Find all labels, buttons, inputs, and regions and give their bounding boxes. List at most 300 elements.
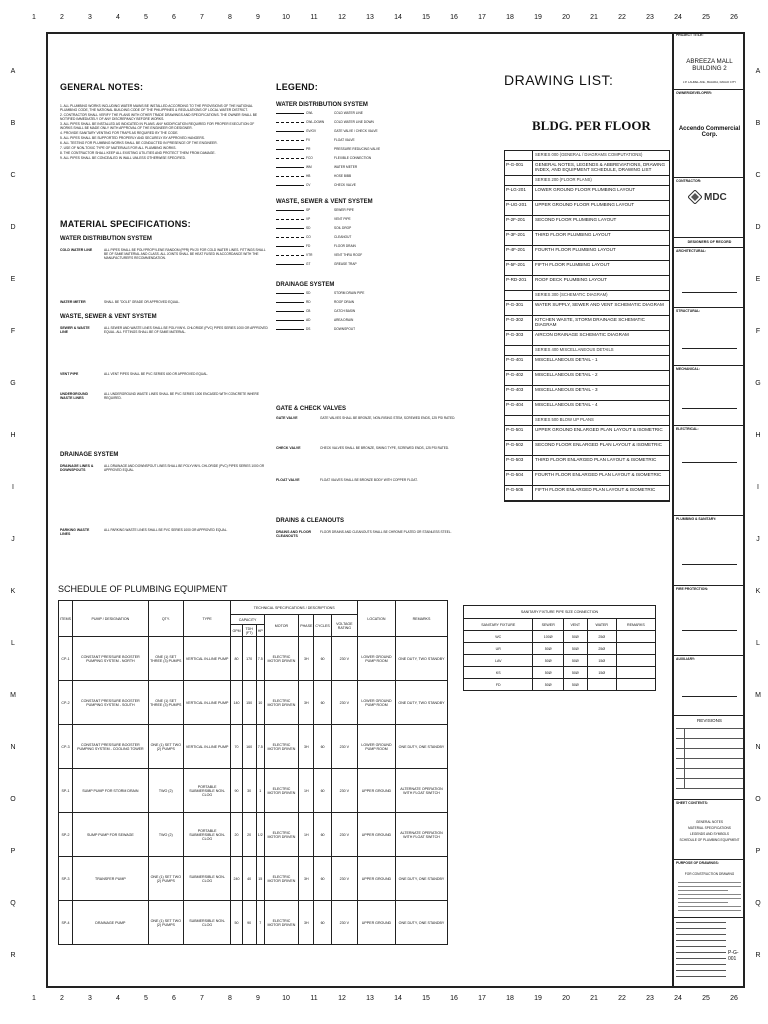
drawing-code: P-4F-201 bbox=[505, 246, 533, 260]
mdc-logo-icon bbox=[688, 190, 702, 204]
cell-voltage: 230 V bbox=[331, 857, 357, 901]
legend-symbol bbox=[276, 329, 304, 330]
sfp-cell: WC bbox=[464, 631, 533, 643]
ruler-row-label: M bbox=[10, 692, 16, 699]
drawing-code: P-G-505 bbox=[505, 486, 533, 500]
ruler-col-label: 13 bbox=[366, 995, 374, 1002]
table-row bbox=[59, 681, 448, 725]
sfp-cell: KS bbox=[464, 667, 533, 679]
drawing-name: FOURTH FLOOR ENLARGED PLAN LAYOUT & ISOMETRIC bbox=[535, 472, 662, 477]
ruler-col-label: 7 bbox=[200, 14, 204, 21]
ruler-col-label: 16 bbox=[450, 14, 458, 21]
legend-code: CWL bbox=[306, 111, 314, 115]
legend-desc: PRESSURE REDUCING VALVE bbox=[334, 147, 381, 151]
cell-remarks: ONE DUTY, ONE STANDBY bbox=[395, 901, 447, 945]
ruler-col-label: 26 bbox=[730, 14, 738, 21]
schedule-title: SCHEDULE OF PLUMBING EQUIPMENT bbox=[58, 584, 228, 594]
drawing-code bbox=[505, 346, 533, 355]
table-row bbox=[59, 637, 448, 681]
sfp-cell bbox=[587, 679, 616, 691]
ruler-col-label: 25 bbox=[702, 995, 710, 1002]
cell-qty: ONE (1) SET TWO (2) PUMPS bbox=[148, 857, 183, 901]
drawing-name: SERIES 400 MISCELLANEOUS DETAILS bbox=[535, 347, 614, 352]
water-dist-title: WATER DISTRIBUTION SYSTEM bbox=[60, 236, 152, 242]
legend-symbol bbox=[276, 228, 304, 229]
ruler-row-label: Q bbox=[755, 900, 761, 907]
sfp-cell: 50Ø bbox=[533, 667, 563, 679]
drawing-code: P-G-001 bbox=[505, 161, 533, 175]
info-line bbox=[676, 958, 726, 959]
sfp-cell: FD bbox=[464, 679, 533, 691]
legend-row bbox=[276, 129, 406, 135]
drawing-code: P-5F-201 bbox=[505, 261, 533, 275]
legend-row bbox=[276, 111, 406, 117]
project-name: ABREEZA MALL BUILDING 2 bbox=[686, 58, 733, 72]
sfp-cell: 50Ø bbox=[533, 643, 563, 655]
legend-desc: ROOF DRAIN bbox=[334, 300, 355, 304]
ruler-col-label: 1 bbox=[32, 14, 36, 21]
drawing-name: FIFTH FLOOR PLUMBING LAYOUT bbox=[535, 262, 610, 267]
ruler-col-label: 15 bbox=[422, 14, 430, 21]
legend-code: PR bbox=[306, 147, 311, 151]
th-motor: MOTOR bbox=[264, 615, 298, 637]
ruler-col-label: 4 bbox=[116, 995, 120, 1002]
ruler-row-label: L bbox=[11, 640, 15, 647]
table-row bbox=[464, 667, 656, 679]
info-line bbox=[676, 940, 726, 941]
legend-water-rows bbox=[276, 111, 416, 195]
table-row bbox=[59, 813, 448, 857]
cell-location: UPPER GROUND bbox=[357, 813, 395, 857]
info-line bbox=[676, 964, 726, 965]
legend-row bbox=[276, 318, 406, 324]
ruler-col-label: 11 bbox=[310, 995, 318, 1002]
legend-drainage-rows bbox=[276, 291, 416, 341]
cell-hp: 10 bbox=[256, 681, 264, 725]
ruler-col-label: 12 bbox=[338, 14, 346, 21]
cell-motor: ELECTRIC MOTOR DRIVEN bbox=[264, 769, 298, 813]
drawing-list-row bbox=[505, 356, 669, 371]
drawing-list-row bbox=[505, 276, 669, 291]
ruler-row-label: M bbox=[755, 692, 761, 699]
tb-structural: STRUCTURAL: bbox=[674, 308, 745, 366]
revision-line bbox=[676, 728, 743, 729]
cell-gpm: 240 bbox=[231, 857, 242, 901]
sheet-number: P-G-001 bbox=[728, 950, 739, 962]
info-line bbox=[676, 970, 726, 971]
general-notes-title: GENERAL NOTES: bbox=[60, 82, 144, 92]
title-block bbox=[672, 32, 745, 988]
sfp-cell: 15Ø bbox=[587, 667, 616, 679]
cell-phase: 3H bbox=[299, 725, 314, 769]
ruler-col-label: 7 bbox=[200, 995, 204, 1002]
cell-pump: SUMP PUMP FOR SEWAGE bbox=[72, 813, 148, 857]
cell-location: LOWER GROUND PUMP ROOM bbox=[357, 681, 395, 725]
drawing-list-title: DRAWING LIST: bbox=[504, 72, 614, 88]
drawing-code: P-G-503 bbox=[505, 456, 533, 470]
sfp-cell: 50Ø bbox=[563, 667, 587, 679]
ruler-row-label: F bbox=[10, 328, 16, 335]
cell-voltage: 230 V bbox=[331, 901, 357, 945]
drawing-list-row bbox=[505, 386, 669, 401]
legend-code: HB bbox=[306, 174, 311, 178]
legend-code: FCO bbox=[306, 156, 313, 160]
table-row bbox=[59, 725, 448, 769]
cell-pump: CONSTANT PRESSURE BOOSTER PUMPING SYSTEM - NORTH bbox=[72, 637, 148, 681]
ruler-row-label: I bbox=[757, 484, 759, 491]
sfp-cell: 50Ø bbox=[563, 631, 587, 643]
ruler-col-label: 21 bbox=[590, 995, 598, 1002]
tb-sheet-info bbox=[674, 918, 745, 986]
drawing-code: P-LG-201 bbox=[505, 186, 533, 200]
cell-tdh: 150 bbox=[242, 681, 256, 725]
ruler-row-label: K bbox=[10, 588, 16, 595]
table-row bbox=[464, 643, 656, 655]
drawing-list-row bbox=[505, 331, 669, 346]
info-line bbox=[676, 928, 726, 929]
legend-code: GV/GV bbox=[306, 129, 317, 133]
drawing-list-row bbox=[505, 201, 669, 216]
column-ruler-bottom bbox=[20, 995, 748, 1011]
legend-symbol bbox=[276, 219, 304, 220]
legend-desc: STORM DRAIN PIPE bbox=[334, 291, 365, 295]
ruler-col-label: 16 bbox=[450, 995, 458, 1002]
ruler-col-label: 15 bbox=[422, 995, 430, 1002]
legend-desc: SOIL DROP bbox=[334, 226, 352, 230]
revision-line bbox=[676, 758, 743, 759]
drawing-list-row bbox=[505, 231, 669, 246]
legend-water-title: WATER DISTRIBUTION SYSTEM bbox=[276, 102, 368, 108]
drawing-name: AIRCON DRAINAGE SCHEMATIC DIAGRAM bbox=[535, 332, 629, 337]
cell-gpm: 80 bbox=[231, 637, 242, 681]
th-type: TYPE bbox=[183, 601, 231, 637]
legend-drainage-title: DRAINAGE SYSTEM bbox=[276, 282, 335, 288]
ruler-col-label: 9 bbox=[256, 14, 260, 21]
drawing-list-table bbox=[504, 150, 670, 502]
legend-desc: GATE VALVE / CHECK VALVE bbox=[334, 129, 378, 133]
legend-row bbox=[276, 138, 406, 144]
cell-pump: CONSTANT PRESSURE BOOSTER PUMPING SYSTEM - COOLING TOWER bbox=[72, 725, 148, 769]
legend-row bbox=[276, 235, 406, 241]
sfp-cell: LAV bbox=[464, 655, 533, 667]
info-line bbox=[676, 946, 726, 947]
cell-cycles: 60 bbox=[314, 725, 331, 769]
tb-sheet-contents: SHEET CONTENTS: GENERAL NOTES MATERIAL SPECIFICATIONS LEGENDS AND SYMBOLS SCHEDULE OF PLUMBING EQUIPMENT bbox=[674, 800, 745, 860]
tb-designers: DESIGNERS OF RECORD bbox=[674, 238, 745, 248]
sfp-cell: 50Ø bbox=[563, 655, 587, 667]
sfp-cell bbox=[616, 643, 655, 655]
ruler-col-label: 8 bbox=[228, 995, 232, 1002]
legend-desc: FLOAT VALVE bbox=[334, 138, 355, 142]
cell-qty: ONE (1) SET THREE (3) PUMPS bbox=[148, 681, 183, 725]
drawing-list-row bbox=[505, 246, 669, 261]
ruler-col-label: 12 bbox=[338, 995, 346, 1002]
cell-motor: ELECTRIC MOTOR DRIVEN bbox=[264, 725, 298, 769]
legend-symbol bbox=[276, 255, 304, 256]
revision-divider bbox=[684, 728, 685, 788]
ruler-col-label: 22 bbox=[618, 14, 626, 21]
ruler-col-label: 19 bbox=[534, 14, 542, 21]
sfp-cell: 25Ø bbox=[587, 643, 616, 655]
drawing-list-row bbox=[505, 291, 669, 301]
ruler-row-label: R bbox=[10, 952, 16, 959]
sfp-cell bbox=[616, 631, 655, 643]
drawing-code: P-UG-201 bbox=[505, 201, 533, 215]
drawing-list-row bbox=[505, 441, 669, 456]
cell-hp: 1/2 bbox=[256, 813, 264, 857]
cell-gpm: 70 bbox=[231, 725, 242, 769]
spec-drainage: DRAINAGE LINES & DOWNSPOUTS ALL DRAINAGE AND DOWNSPOUT LINES SHALL BE POLYVINYL CHLORIDE (PVC) PIPES SERIES 1000 OR APPROVED EQUAL. bbox=[60, 464, 265, 472]
ruler-row-label: P bbox=[10, 848, 16, 855]
ruler-row-label: D bbox=[755, 224, 761, 231]
note-item: 3. ALL PIPES SHALL BE INSTALLED AS INDICATED IN PLANS. ANY MODIFICATION REQUIRED FOR PROPER EXECUTION OF WORKS SHALL BE MADE ONLY WITH APPROVAL OF THE ENGINEER OR DESIGNER. bbox=[60, 122, 255, 130]
revision-line bbox=[676, 788, 743, 789]
cell-remarks: ONE DUTY, ONE STANDBY bbox=[395, 725, 447, 769]
spec-parking-waste: PARKING WASTE LINES ALL PARKING WASTE LINES SHALL BE PVC SERIES 1000 OR APPROVED EQUAL. bbox=[60, 528, 228, 536]
legend-code: GT bbox=[306, 262, 311, 266]
drawing-name: THIRD FLOOR PLUMBING LAYOUT bbox=[535, 232, 611, 237]
legend-row bbox=[276, 300, 406, 306]
legend-waste-title: WASTE, SEWER & VENT SYSTEM bbox=[276, 199, 373, 205]
ruler-col-label: 13 bbox=[366, 14, 374, 21]
revision-line bbox=[676, 748, 743, 749]
drawing-name: WATER SUPPLY, SEWER AND VENT SCHEMATIC DIAGRAM bbox=[535, 302, 664, 307]
tb-fire: FIRE PROTECTION: bbox=[674, 586, 745, 656]
legend-row bbox=[276, 120, 406, 126]
ruler-row-label: J bbox=[756, 536, 760, 543]
cell-type: PORTABLE SUBMERSIBLE NON-CLOG bbox=[183, 813, 231, 857]
cell-type: PORTABLE SUBMERSIBLE NON-CLOG bbox=[183, 769, 231, 813]
revision-line bbox=[676, 738, 743, 739]
cell-tdh: 40 bbox=[242, 857, 256, 901]
drawing-list-subtitle: BLDG. PER FLOOR bbox=[532, 118, 651, 133]
ruler-col-label: 23 bbox=[646, 14, 654, 21]
ruler-col-label: 5 bbox=[144, 14, 148, 21]
legend-title: LEGEND: bbox=[276, 82, 318, 92]
cell-voltage: 230 V bbox=[331, 813, 357, 857]
cell-type: VERTICAL IN-LINE PUMP bbox=[183, 725, 231, 769]
drawing-code: P-3F-201 bbox=[505, 231, 533, 245]
tb-electrical: ELECTRICAL: bbox=[674, 426, 745, 516]
legend-row bbox=[276, 327, 406, 333]
drawing-name: MISCELLANEOUS DETAIL - 3 bbox=[535, 387, 598, 392]
purpose-text-line bbox=[678, 910, 741, 911]
drawing-list-row bbox=[505, 486, 669, 501]
legend-symbol bbox=[276, 122, 304, 123]
drawing-code bbox=[505, 151, 533, 160]
legend-code: DS bbox=[306, 327, 311, 331]
ruler-col-label: 18 bbox=[506, 14, 514, 21]
spec-gate-valve: GATE VALVE GATE VALVES SHALL BE BRONZE, NON-RISING STEM, SCREWED ENDS, 125 PSI RATED. bbox=[276, 416, 456, 420]
sfp-header: VENT bbox=[563, 619, 587, 631]
table-row bbox=[464, 655, 656, 667]
legend-desc: HOSE BIBB bbox=[334, 174, 352, 178]
ruler-col-label: 6 bbox=[172, 14, 176, 21]
drawing-list-row bbox=[505, 151, 669, 161]
ruler-row-label: O bbox=[10, 796, 16, 803]
cell-location: UPPER GROUND bbox=[357, 857, 395, 901]
ruler-row-label: J bbox=[11, 536, 15, 543]
spec-underground-waste: UNDERGROUND WASTE LINES ALL UNDERGROUND WASTE LINES SHALL BE PVC SERIES 1000 ENCASED WITH CONCRETE WHERE REQUIRED. bbox=[60, 392, 259, 400]
tb-plumbing: PLUMBING & SANITARY: bbox=[674, 516, 745, 586]
purpose-text-line bbox=[678, 906, 741, 907]
legend-symbol bbox=[276, 176, 304, 177]
cell-remarks: ONE DUTY, TWO STANDBY bbox=[395, 637, 447, 681]
note-item: 9. ALL PIPES SHALL BE CONCEALED IN WALL UNLESS OTHERWISE SPECIFIED. bbox=[60, 156, 186, 160]
general-notes-list bbox=[60, 104, 260, 161]
legend-code: VTR bbox=[306, 253, 313, 257]
ruler-row-label: R bbox=[755, 952, 761, 959]
tb-auxiliary: AUXILIARY: bbox=[674, 656, 745, 716]
cell-cycles: 60 bbox=[314, 901, 331, 945]
drawing-name: SERIES 300 (SCHEMATIC DIAGRAM) bbox=[535, 292, 608, 297]
legend-row bbox=[276, 183, 406, 189]
cell-cycles: 60 bbox=[314, 637, 331, 681]
purpose-text-line bbox=[678, 890, 728, 891]
cell-phase: 3H bbox=[299, 857, 314, 901]
drawing-code: P-G-501 bbox=[505, 426, 533, 440]
purpose-text-line bbox=[678, 898, 741, 899]
sfp-cell: 100Ø bbox=[533, 631, 563, 643]
legend-code: FV bbox=[306, 138, 311, 142]
sfp-header: SEWER bbox=[533, 619, 563, 631]
drawing-name: FIFTH FLOOR ENLARGED PLAN LAYOUT & ISOMETRIC bbox=[535, 487, 656, 492]
ruler-row-label: L bbox=[756, 640, 760, 647]
legend-row bbox=[276, 244, 406, 250]
cell-location: LOWER GROUND PUMP ROOM bbox=[357, 637, 395, 681]
cell-item: SP-4 bbox=[59, 901, 73, 945]
th-tech: TECHNICAL SPECIFICATIONS / DESCRIPTIONS bbox=[231, 601, 358, 615]
legend-row bbox=[276, 309, 406, 315]
ruler-row-label: Q bbox=[10, 900, 16, 907]
sfp-cell bbox=[616, 667, 655, 679]
cell-remarks: ALTERNATE OPERATION WITH FLOAT SWITCH bbox=[395, 813, 447, 857]
cell-phase: 3H bbox=[299, 681, 314, 725]
ruler-row-label: N bbox=[10, 744, 16, 751]
cell-location: LOWER GROUND PUMP ROOM bbox=[357, 725, 395, 769]
drawing-code bbox=[505, 176, 533, 185]
note-item: 8. THE CONTRACTOR SHALL KEEP ALL EXISTING UTILITIES AND PROTECT THEM FROM DAMAGE. bbox=[60, 151, 216, 155]
cell-remarks: ONE DUTY, TWO STANDBY bbox=[395, 681, 447, 725]
ruler-col-label: 11 bbox=[310, 14, 318, 21]
tb-purpose: PURPOSE OF DRAWINGS: FOR CONSTRUCTION DRAWING bbox=[674, 860, 745, 918]
legend-row bbox=[276, 291, 406, 297]
cell-voltage: 230 V bbox=[331, 725, 357, 769]
drawing-name: FOURTH FLOOR PLUMBING LAYOUT bbox=[535, 247, 616, 252]
cell-cycles: 60 bbox=[314, 857, 331, 901]
cell-location: UPPER GROUND bbox=[357, 769, 395, 813]
ruler-row-label: B bbox=[10, 120, 16, 127]
sfp-cell: UR bbox=[464, 643, 533, 655]
ruler-col-label: 2 bbox=[60, 995, 64, 1002]
sfp-title: SANITARY FIXTURE PIPE SIZE CONNECTION bbox=[464, 606, 656, 619]
purpose-text-line bbox=[678, 886, 741, 887]
drawing-name: SERIES 000 (GENERAL / DIAGRAMS COMPUTATIONS) bbox=[535, 152, 643, 157]
cell-motor: ELECTRIC MOTOR DRIVEN bbox=[264, 901, 298, 945]
spec-check-valve: CHECK VALVE CHECK VALVES SHALL BE BRONZE, SWING TYPE, SCREWED ENDS, 125 PSI RATED. bbox=[276, 446, 450, 450]
legend-code: AD bbox=[306, 318, 311, 322]
legend-symbol bbox=[276, 167, 304, 168]
legend-desc: VENT THRU ROOF bbox=[334, 253, 363, 257]
legend-desc: COLD WATER LINE bbox=[334, 111, 363, 115]
sfp-cell: 50Ø bbox=[563, 679, 587, 691]
ruler-col-label: 5 bbox=[144, 995, 148, 1002]
legend-code: VP bbox=[306, 217, 311, 221]
spec-drains: DRAINS AND FLOOR CLEANOUTS FLOOR DRAINS AND CLEANOUTS SHALL BE CHROME PLATED OR STAINLESS STEEL. bbox=[276, 530, 452, 538]
sfp-header: REMARKS bbox=[616, 619, 655, 631]
cell-type: VERTICAL IN-LINE PUMP bbox=[183, 637, 231, 681]
tb-owner: OWNER/DEVELOPER: Accendo Commercial Corp. bbox=[674, 90, 745, 178]
sfp-header: SANITARY FIXTURE bbox=[464, 619, 533, 631]
ruler-row-label: I bbox=[12, 484, 14, 491]
cell-tdh: 30 bbox=[242, 769, 256, 813]
cell-tdh: 170 bbox=[242, 637, 256, 681]
spec-water-meter: WATER METER SHALL BE "DOLE" GRADE OR APPROVED EQUAL. bbox=[60, 300, 180, 304]
sfp-cell: 50Ø bbox=[533, 679, 563, 691]
drawing-code: P-G-301 bbox=[505, 301, 533, 315]
note-item: 6. ALL TESTING FOR PLUMBING WORKS SHALL BE CONDUCTED IN PRESENCE OF THE ENGINEER. bbox=[60, 141, 218, 145]
ruler-col-label: 20 bbox=[562, 14, 570, 21]
legend-symbol bbox=[276, 293, 304, 294]
legend-symbol bbox=[276, 185, 304, 186]
cell-item: CP-1 bbox=[59, 637, 73, 681]
legend-desc: CATCH BASIN bbox=[334, 309, 356, 313]
ruler-col-label: 23 bbox=[646, 995, 654, 1002]
ruler-row-label: C bbox=[10, 172, 16, 179]
drawing-name: ROOF DECK PLUMBING LAYOUT bbox=[535, 277, 607, 282]
table-row bbox=[59, 901, 448, 945]
drawing-name: LOWER GROUND FLOOR PLUMBING LAYOUT bbox=[535, 187, 636, 192]
ruler-row-label: H bbox=[10, 432, 16, 439]
cell-pump: SUMP PUMP FOR STORM DRAIN bbox=[72, 769, 148, 813]
sfp-cell: 25Ø bbox=[587, 631, 616, 643]
cell-phase: 3H bbox=[299, 637, 314, 681]
drawing-code: P-RD-201 bbox=[505, 276, 533, 290]
cell-motor: ELECTRIC MOTOR DRIVEN bbox=[264, 813, 298, 857]
ruler-col-label: 24 bbox=[674, 995, 682, 1002]
cell-hp: 15 bbox=[256, 857, 264, 901]
drawing-code: P-G-302 bbox=[505, 316, 533, 330]
drawing-name: SECOND FLOOR ENLARGED PLAN LAYOUT & ISOMETRIC bbox=[535, 442, 662, 447]
ruler-col-label: 3 bbox=[88, 14, 92, 21]
legend-row bbox=[276, 217, 406, 223]
legend-code: SP bbox=[306, 208, 311, 212]
cell-pump: DRAINAGE PUMP bbox=[72, 901, 148, 945]
cell-tdh: 20 bbox=[242, 813, 256, 857]
th-items: ITEMS bbox=[59, 601, 73, 637]
legend-row bbox=[276, 226, 406, 232]
table-row bbox=[464, 679, 656, 691]
th-qty: QTY. bbox=[148, 601, 183, 637]
ruler-row-label: O bbox=[755, 796, 761, 803]
legend-symbol bbox=[276, 131, 304, 132]
row-ruler-left bbox=[6, 30, 20, 980]
ruler-col-label: 10 bbox=[282, 995, 290, 1002]
drawing-name: MISCELLANEOUS DETAIL - 1 bbox=[535, 357, 598, 362]
ruler-col-label: 9 bbox=[256, 995, 260, 1002]
ruler-col-label: 25 bbox=[702, 14, 710, 21]
info-line bbox=[676, 934, 726, 935]
legend-code: CB bbox=[306, 309, 311, 313]
drawing-list-row bbox=[505, 416, 669, 426]
revision-line bbox=[676, 768, 743, 769]
cell-phase: 1H bbox=[299, 813, 314, 857]
legend-row bbox=[276, 262, 406, 268]
legend-code: SD bbox=[306, 226, 311, 230]
info-line bbox=[676, 922, 726, 923]
spec-float-valve: FLOAT VALVE FLOAT VALVES SHALL BE BRONZE BODY WITH COPPER FLOAT. bbox=[276, 478, 418, 482]
contractor-name: MDC bbox=[704, 192, 727, 203]
